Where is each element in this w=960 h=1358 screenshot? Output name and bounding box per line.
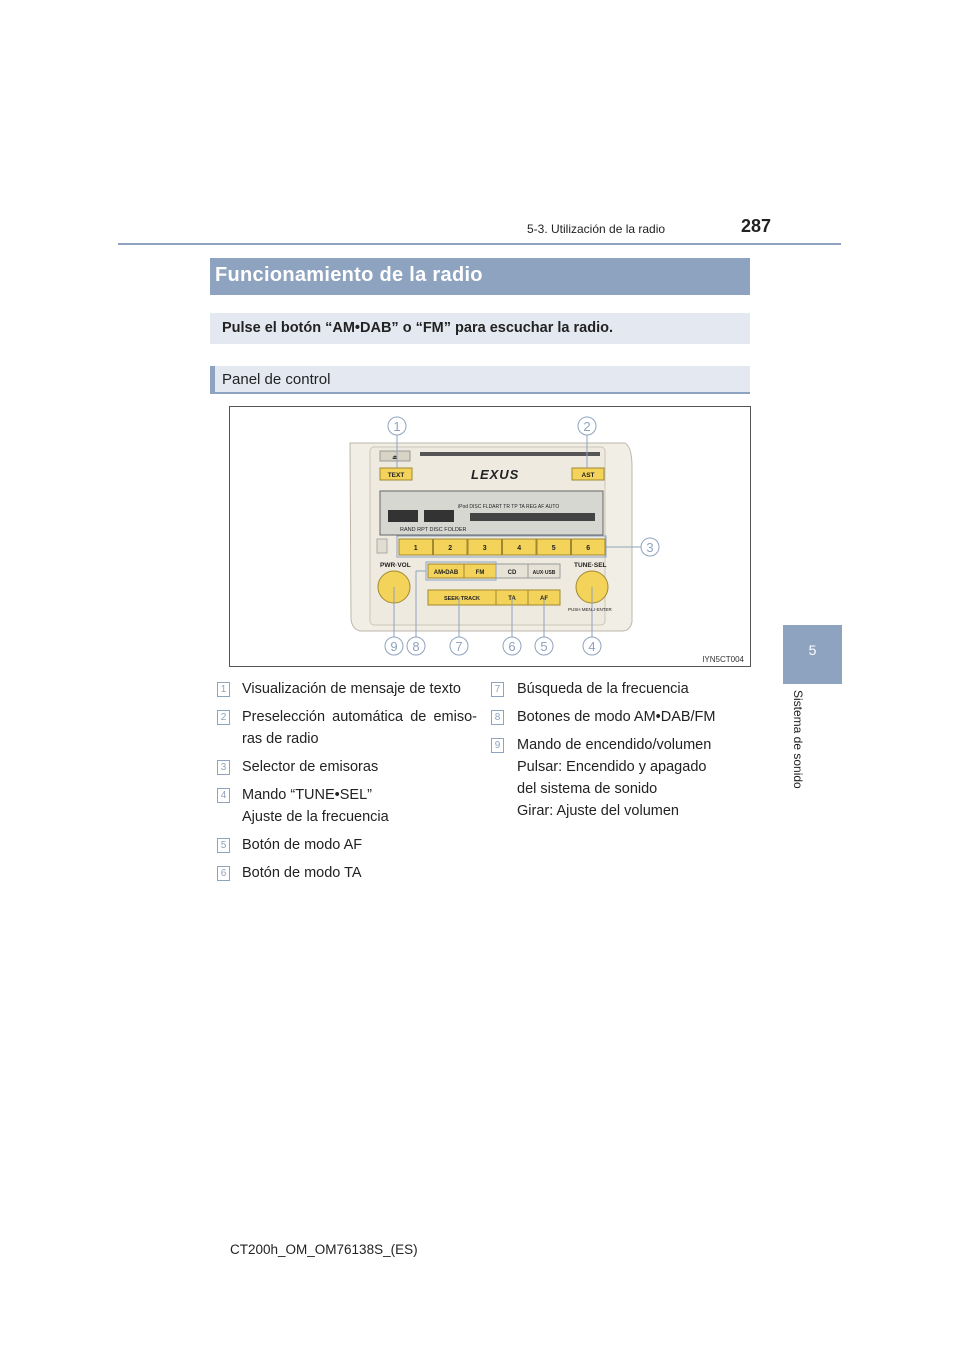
legend-text: Mando de encendido/volumen xyxy=(517,737,712,753)
legend-num-5: 5 xyxy=(217,838,230,853)
preset-button-label-3: 3 xyxy=(482,545,487,552)
legend-text: Mando “TUNE•SEL” xyxy=(242,787,372,803)
callout-6-label: 6 xyxy=(508,639,516,654)
intro-text: Pulse el botón “AM•DAB” o “FM” para escuchar la radio. xyxy=(222,320,614,336)
lcd-line-1: iPod DISC FLDART TR TP TA REG AF AUTO xyxy=(458,504,560,510)
header-rule xyxy=(118,243,841,245)
callout-7-label: 7 xyxy=(455,639,463,654)
preset-button-label-6: 6 xyxy=(586,545,591,552)
legend-item-6 xyxy=(242,862,362,884)
document-code-footer: CT200h_OM_OM76138S_(ES) xyxy=(230,1242,418,1257)
legend-item-1 xyxy=(242,678,461,700)
legend-text: Selector de emisoras xyxy=(242,759,379,775)
text-button-label: TEXT xyxy=(387,472,405,479)
legend-text: ras de radio xyxy=(242,731,319,747)
aux-usb-label: AUX·USB xyxy=(532,570,556,576)
legend-text: Preselección automática de emiso- xyxy=(242,709,477,725)
lcd-text-area xyxy=(470,513,595,521)
chapter-label: Sistema de sonido xyxy=(791,690,805,789)
legend-text: Botones de modo AM•DAB/FM xyxy=(517,709,716,725)
lcd-segment-mid xyxy=(424,510,454,522)
legend-text: Visualización de mensaje de texto xyxy=(242,681,461,697)
figure-code: IYN5CT004 xyxy=(702,655,744,664)
radio-control-panel-figure xyxy=(229,406,751,667)
legend-item-4 xyxy=(242,784,389,828)
af-label: AF xyxy=(540,596,548,602)
legend-text: Botón de modo TA xyxy=(242,865,362,881)
push-enter-label: PUSH MENU·ENTER xyxy=(568,607,612,612)
legend-text: Botón de modo AF xyxy=(242,837,363,853)
preset-button-label-4: 4 xyxy=(517,545,522,552)
callout-3-label: 3 xyxy=(646,540,654,555)
legend-num-2: 2 xyxy=(217,710,230,725)
seek-track-label: SEEK·TRACK xyxy=(443,596,481,602)
legend-num-9: 9 xyxy=(491,738,504,753)
fm-label: FM xyxy=(475,570,485,576)
legend-item-3 xyxy=(242,756,378,778)
ast-button-label: AST xyxy=(581,472,595,479)
section-title: Funcionamiento de la radio xyxy=(215,264,483,286)
subsection-accent xyxy=(210,366,215,394)
legend-num-3: 3 xyxy=(217,760,230,775)
legend-text: Girar: Ajuste del volumen xyxy=(517,803,679,819)
chapter-number: 5 xyxy=(808,642,817,658)
legend-item-7 xyxy=(517,678,689,700)
preset-button-label-5: 5 xyxy=(551,545,556,552)
page-number: 287 xyxy=(741,216,772,236)
legend-num-6: 6 xyxy=(217,866,230,881)
callout-5-label: 5 xyxy=(540,639,548,654)
subsection-title: Panel de control xyxy=(222,371,331,388)
legend-item-9 xyxy=(517,734,711,822)
running-header-section: 5-3. Utilización de la radio xyxy=(527,222,666,236)
legend-text: del sistema de sonido xyxy=(517,781,658,797)
legend-item-2 xyxy=(242,706,477,750)
pwr-vol-label: PWR·VOL xyxy=(380,562,411,569)
chapter-label-container xyxy=(792,690,806,800)
callout-9-label: 9 xyxy=(390,639,398,654)
disc-slot xyxy=(420,452,600,456)
preset-button-label-2: 2 xyxy=(448,545,453,552)
callout-1-label: 1 xyxy=(393,419,401,434)
svg-text:⏏: ⏏ xyxy=(392,455,398,461)
legend-num-7: 7 xyxy=(491,682,504,697)
brand-logo: LEXUS xyxy=(471,467,520,482)
legend-text: Ajuste de la frecuencia xyxy=(242,809,389,825)
am-dab-label: AM•DAB xyxy=(433,570,459,576)
legend-item-8 xyxy=(517,706,716,728)
legend-num-8: 8 xyxy=(491,710,504,725)
lcd-line-2: RAND RPT DISC FOLDER xyxy=(400,527,467,533)
preset-buttons xyxy=(399,539,605,555)
legend-num-1: 1 xyxy=(217,682,230,697)
legend-text: Búsqueda de la frecuencia xyxy=(517,681,689,697)
legend-item-5 xyxy=(242,834,362,856)
tune-sel-label: TUNE·SEL xyxy=(574,562,607,569)
preset-strip-left xyxy=(377,539,387,553)
ta-label: TA xyxy=(508,596,516,602)
legend-num-4: 4 xyxy=(217,788,230,803)
control-panel-illustration xyxy=(230,407,750,666)
cd-label: CD xyxy=(507,570,517,576)
lcd-segment-left xyxy=(388,510,418,522)
preset-button-label-1: 1 xyxy=(413,545,418,552)
legend-text: Pulsar: Encendido y apagado xyxy=(517,759,707,775)
callout-4-label: 4 xyxy=(588,639,596,654)
callout-8-label: 8 xyxy=(412,639,420,654)
callout-2-label: 2 xyxy=(583,419,591,434)
